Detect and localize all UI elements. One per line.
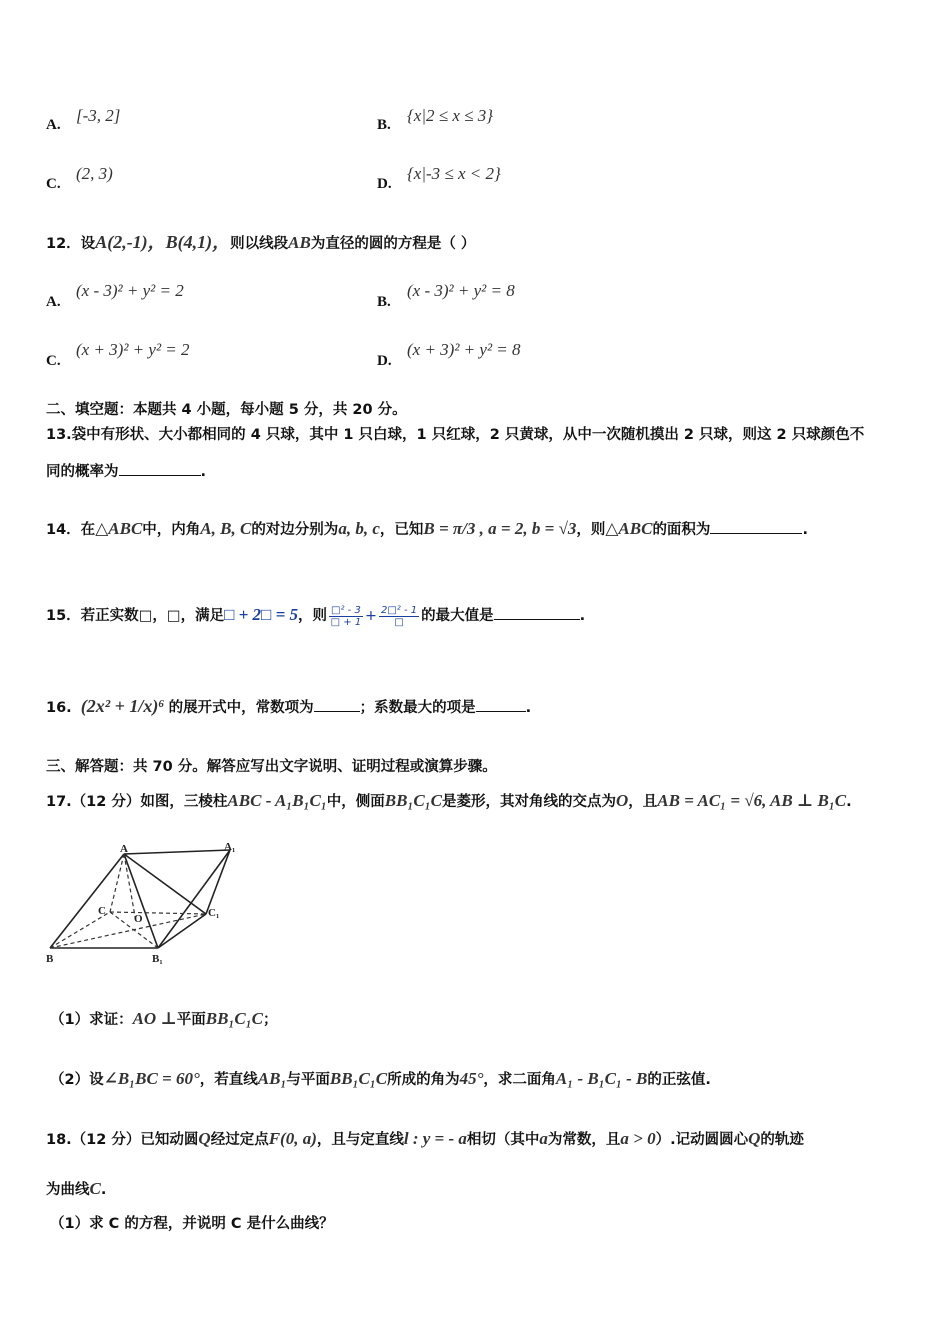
q12-option-c-label: C. [46, 353, 61, 369]
q18-line2a: 为曲线 [46, 1182, 90, 1198]
q12-segment: AB [288, 233, 311, 252]
q12-option-b-math: (x - 3)² + y² = 8 [407, 281, 515, 300]
q17-p2-t5: 的正弦值. [647, 1072, 711, 1088]
prism-figure [44, 842, 254, 967]
question-15 [46, 604, 585, 628]
q13-answer-blank [119, 461, 201, 476]
q16-answer-blank-1 [314, 697, 360, 712]
q14-given: B = π/3 , a = 2, b = √3 [423, 519, 577, 538]
q12-option-a-label: A. [46, 294, 61, 310]
q15-fraction-1 [329, 605, 363, 628]
question-18-part-1: （1）求 C 的方程，并说明 C 是什么曲线？ [50, 1216, 334, 1232]
q18-curve-c: C [89, 1179, 101, 1198]
q17-p2-dihedral: A₁ - B₁C₁ - B [555, 1069, 648, 1088]
q17-t3: 是菱形，其对角线的交点为 [441, 794, 616, 810]
q17-p1-face: BB₁C₁C [205, 1009, 263, 1028]
q14-triangle-2: △ABC [605, 519, 653, 538]
q14-triangle: △ABC [95, 519, 143, 538]
q17-p1-end: ； [263, 1012, 278, 1028]
q12-option-a-math: (x - 3)² + y² = 2 [76, 281, 184, 300]
q16-t1: 的展开式中，常数项为 [168, 700, 314, 716]
edge-b-c [50, 912, 110, 948]
q12-mid: 则以线段 [230, 236, 289, 252]
q18-a-condition: a > 0 [620, 1129, 656, 1148]
q12-suffix: 为直径的圆的方程是（ ） [310, 236, 476, 252]
edge-a1-c1 [206, 850, 230, 914]
q17-p2-angle: ∠B₁BC = 60° [103, 1069, 200, 1088]
q12-option-d-math: (x + 3)² + y² = 8 [407, 340, 521, 359]
q17-p1-text: 平面 [176, 1012, 206, 1028]
q15-t4: 的最大值是 [421, 608, 494, 624]
fig-label-a1: A₁ [224, 842, 236, 853]
q13-end: . [200, 464, 207, 480]
q16-end: . [525, 700, 532, 716]
q16-number: 16. [46, 700, 72, 716]
q17-face: BB₁C₁C [384, 791, 442, 810]
question-12-stem [46, 228, 475, 254]
edge-c-c1 [110, 912, 206, 914]
q15-fraction-2-numerator: 2□² - 1 [380, 604, 418, 616]
q14-t3: 的对边分别为 [251, 522, 339, 538]
q11-option-d-math: {x|-3 ≤ x < 2} [407, 164, 501, 183]
q12-option-b-label: B. [377, 294, 391, 310]
question-16 [46, 696, 531, 717]
q12-option-d-label: D. [377, 353, 392, 369]
q18-t3: ，且与定直线 [316, 1132, 404, 1148]
q17-p2-t2: 与平面 [286, 1072, 330, 1088]
question-13-line-2 [46, 460, 206, 481]
q17-p2-t4: ，求二面角 [483, 1072, 556, 1088]
q17-prism: ABC - A₁B₁C₁ [227, 791, 327, 810]
q15-answer-blank [494, 605, 580, 620]
q16-t2: ；系数最大的项是 [359, 700, 476, 716]
edge-a-b1 [124, 854, 158, 948]
q15-plus: + [364, 608, 377, 624]
q16-answer-blank-2 [476, 697, 526, 712]
q14-sides: a, b, c [338, 519, 380, 538]
q15-sep: ， [152, 608, 167, 624]
q15-t1: 15．若正实数 [46, 608, 139, 624]
q11-option-d-label: D. [377, 176, 392, 192]
q15-end: . [579, 608, 586, 624]
q18-line: l : y = - a [403, 1129, 467, 1148]
question-17-part-1 [50, 1008, 278, 1029]
q17-p2-t1: ，若直线 [199, 1072, 258, 1088]
section-2-heading: 二、填空题：本题共 4 小题，每小题 5 分，共 20 分。 [46, 402, 407, 418]
q15-fraction-2-denominator: □ [394, 616, 404, 628]
edge-a1-b1 [158, 850, 230, 948]
q16-expression: (2x² + 1/x)⁶ [80, 696, 165, 716]
q15-var-2: □ [166, 608, 181, 624]
q14-angles: A, B, C [200, 519, 252, 538]
fig-label-a: A [120, 843, 128, 855]
q11-option-a-math: [-3, 2] [76, 106, 121, 125]
q17-end: . [846, 794, 852, 810]
q12-points: A(2,-1)，B(4,1)， [95, 232, 231, 252]
question-17-part-2 [50, 1068, 711, 1089]
q18-t5: 为常数，且 [547, 1132, 621, 1148]
q18-t4: 相切（其中 [466, 1132, 540, 1148]
q15-fraction-2 [379, 605, 419, 628]
q17-t4: ，且 [628, 794, 658, 810]
q15-fraction-1-denominator: □ + 1 [330, 616, 362, 628]
q12-prefix: 12．设 [46, 236, 96, 252]
q18-q-2: Q [748, 1129, 761, 1148]
section-3-heading: 三、解答题：共 70 分。解答应写出文字说明、证明过程或演算步骤。 [46, 759, 497, 775]
q18-point-f: F(0, a) [268, 1129, 317, 1148]
question-18-line-1 [46, 1128, 804, 1149]
question-17-stem [46, 790, 852, 811]
q18-t1: 18.（12 分）已知动圆 [46, 1132, 199, 1148]
q18-line2b: . [100, 1182, 107, 1198]
q13-text: 同的概率为 [46, 464, 119, 480]
question-14 [46, 518, 808, 539]
q17-p2-t3: 所成的角为 [387, 1072, 460, 1088]
q17-p2-line: AB₁ [257, 1069, 287, 1088]
edge-a-a1 [124, 850, 230, 854]
q18-q: Q [198, 1129, 211, 1148]
q14-t6: 的面积为 [652, 522, 711, 538]
q15-t3: ，则 [298, 608, 328, 624]
q14-end: . [802, 522, 808, 538]
q18-t6: ）.记动圆圆心 [655, 1132, 749, 1148]
q17-t1: 17.（12 分）如图，三棱柱 [46, 794, 228, 810]
q15-var-1: □ [138, 608, 153, 624]
q11-option-b-label: B. [377, 117, 391, 133]
q11-option-c-label: C. [46, 176, 61, 192]
fig-label-b1: B₁ [152, 953, 163, 965]
fig-label-b: B [46, 953, 54, 965]
fig-label-o: O [134, 913, 143, 925]
q14-t1: 14．在 [46, 522, 96, 538]
q15-fraction-1-numerator: □² - 3 [331, 604, 361, 616]
q17-point-o: O [615, 791, 629, 810]
q17-p2-label: （2）设 [50, 1072, 104, 1088]
q17-condition: AB = AC₁ = √6, AB ⊥ B₁C [657, 791, 847, 810]
q18-a: a [539, 1129, 548, 1148]
edge-a-c1 [124, 854, 206, 914]
q18-t2: 经过定点 [210, 1132, 269, 1148]
q11-option-c-math: (2, 3) [76, 164, 113, 183]
q17-p2-face: BB₁C₁C [329, 1069, 388, 1088]
q12-option-c-math: (x + 3)² + y² = 2 [76, 340, 190, 359]
q17-p1-math: AO ⊥ [132, 1009, 177, 1028]
q17-p1-label: （1）求证： [50, 1012, 133, 1028]
q15-condition: □ + 2□ = 5 [224, 605, 299, 624]
q17-p2-degree: 45° [459, 1069, 484, 1088]
question-18-line-2 [46, 1178, 106, 1199]
q11-option-a-label: A. [46, 117, 61, 133]
question-13-line-1: 13.袋中有形状、大小都相同的 4 只球，其中 1 只白球，1 只红球，2 只黄球，从中一次随机摸出 2 只球，则这 2 只球颜色不 [46, 427, 865, 443]
q11-option-b-math: {x|2 ≤ x ≤ 3} [407, 106, 494, 125]
q15-t2: ，满足 [180, 608, 225, 624]
q14-t2: 中，内角 [142, 522, 201, 538]
q17-t2: 中，侧面 [326, 794, 385, 810]
q14-t4: ，已知 [379, 522, 424, 538]
fig-label-c1: C₁ [208, 907, 220, 919]
q14-t5: ，则 [576, 522, 606, 538]
fig-label-c: C [98, 905, 106, 917]
q18-t7: 的轨迹 [760, 1132, 804, 1148]
q14-answer-blank [710, 519, 802, 534]
